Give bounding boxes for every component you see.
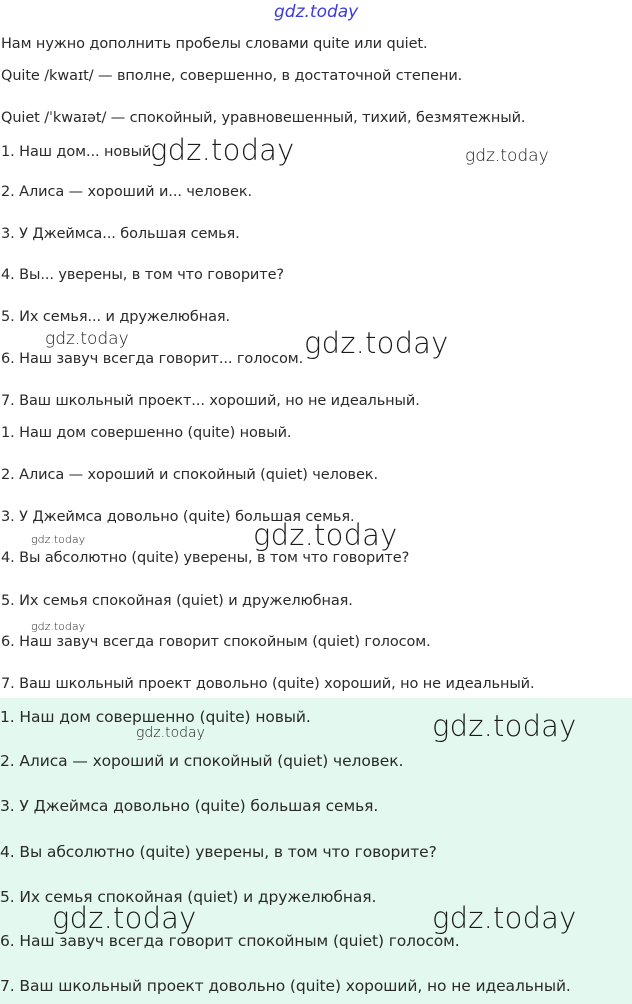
watermark: gdz.today (150, 133, 295, 167)
watermark: gdz.today (45, 329, 129, 349)
question-item: 6. Наш завуч всегда говорит... голосом. (1, 351, 304, 367)
final-answer-item: 6. Наш завуч всегда говорит спокойным (quiet) голосом. (0, 932, 460, 950)
definition-quite: Quite /kwaɪt/ — вполне, совершенно, в достаточной степени. (1, 68, 463, 84)
final-answer-block (0, 698, 632, 1004)
final-answer-item: 7. Ваш школьный проект довольно (quite) хороший, но не идеальный. (0, 977, 571, 995)
header-watermark: gdz.today (274, 2, 359, 22)
question-item: 4. Вы... уверены, в том что говорите? (1, 267, 285, 283)
watermark: gdz.today (253, 518, 398, 552)
question-item: 7. Ваш школьный проект... хороший, но не идеальный. (1, 393, 420, 409)
watermark: gdz.today (52, 901, 197, 935)
answer-item: 4. Вы абсолютно (quite) уверены, в том что говорите? (1, 550, 410, 566)
task-instruction: Нам нужно дополнить пробелы словами quite или quiet. (1, 36, 428, 52)
question-item: 3. У Джеймса... большая семья. (1, 226, 240, 242)
answer-item: 7. Ваш школьный проект довольно (quite) хороший, но не идеальный. (1, 676, 535, 692)
watermark: gdz.today (304, 326, 449, 360)
final-answer-item: 4. Вы абсолютно (quite) уверены, в том что говорите? (0, 843, 437, 861)
watermark: gdz.today (432, 709, 577, 743)
answer-item: 2. Алиса — хороший и спокойный (quiet) человек. (1, 467, 378, 483)
answer-item: 5. Их семья спокойная (quiet) и дружелюбная. (1, 593, 353, 609)
watermark: gdz.today (136, 725, 205, 741)
question-item: 5. Их семья... и дружелюбная. (1, 309, 231, 325)
question-item: 2. Алиса — хороший и... человек. (1, 184, 253, 200)
watermark: gdz.today (465, 146, 549, 166)
watermark: gdz.today (432, 901, 577, 935)
question-item: 1. Наш дом... новый. (1, 144, 156, 160)
final-answer-item: 1. Наш дом совершенно (quite) новый. (0, 708, 311, 726)
answer-item: 1. Наш дом совершенно (quite) новый. (1, 425, 292, 441)
watermark: gdz.today (31, 533, 86, 546)
final-answer-item: 3. У Джеймса довольно (quite) большая семья. (0, 797, 379, 815)
final-answer-item: 5. Их семья спокойная (quiet) и дружелюбная. (0, 888, 377, 906)
answer-item: 3. У Джеймса довольно (quite) большая семья. (1, 509, 355, 525)
watermark: gdz.today (31, 620, 86, 633)
answer-item: 6. Наш завуч всегда говорит спокойным (quiet) голосом. (1, 634, 431, 650)
final-answer-item: 2. Алиса — хороший и спокойный (quiet) человек. (0, 752, 404, 770)
definition-quiet: Quiet /ˈkwaɪət/ — спокойный, уравновешенный, тихий, безмятежный. (1, 110, 526, 126)
